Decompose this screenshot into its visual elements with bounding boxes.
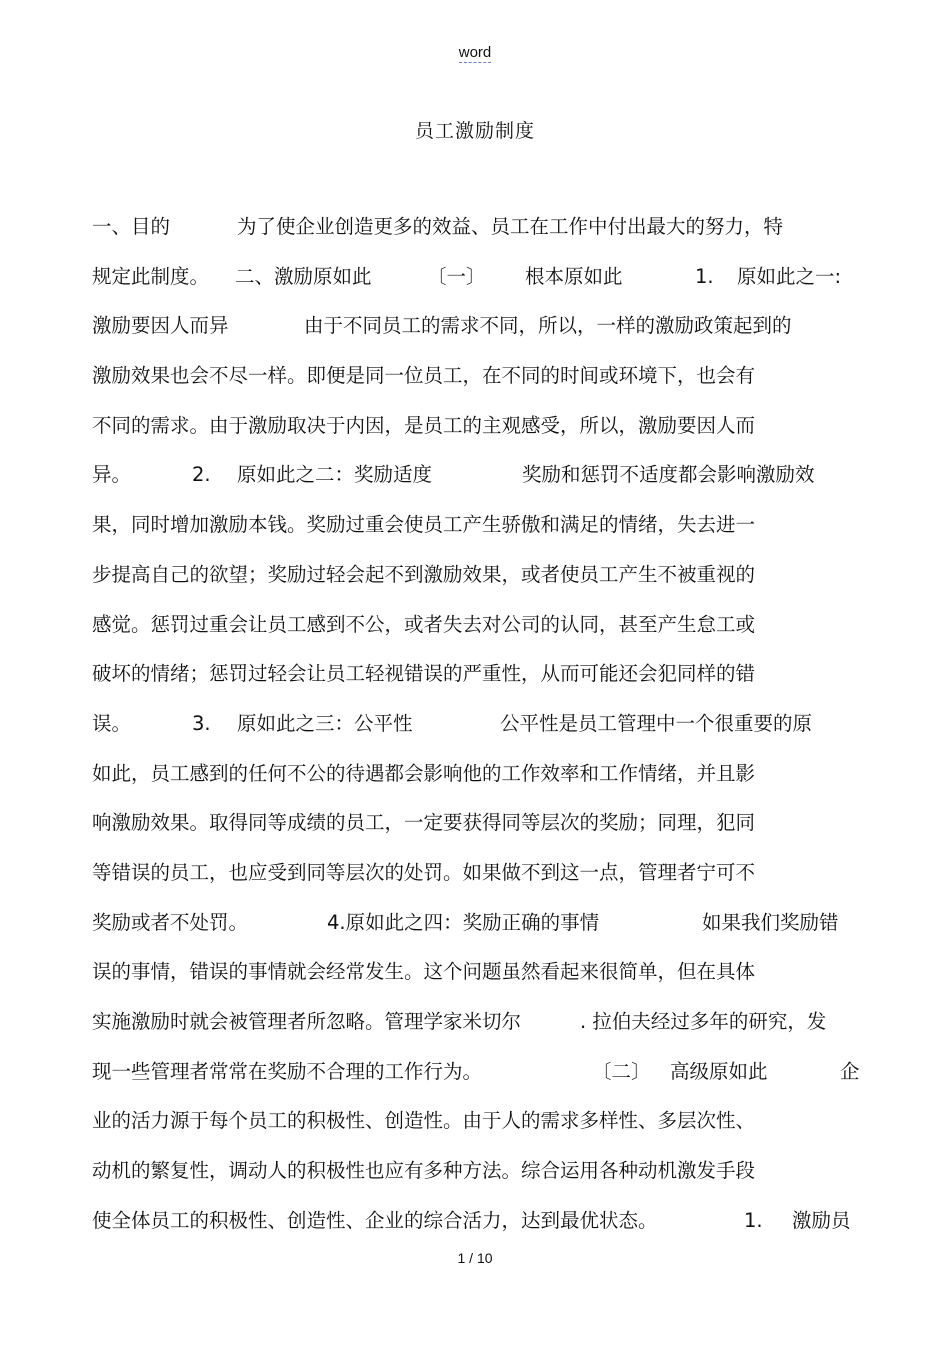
text-segment: 误。 <box>92 711 132 735</box>
text-segment: 如此，员工感到的任何不公的待遇都会影响他的工作效率和工作情绪，并且影 <box>92 761 756 785</box>
text-segment: 为了使企业创造更多的效益、员工在工作中付出最大的努力，特 <box>237 215 784 238</box>
document-title: 员工激励制度 <box>414 120 535 142</box>
text-segment: 不同的需求。由于激励取决于内因，是员工的主观感受，所以，激励要因人而 <box>92 413 756 437</box>
text-segment: 3. <box>192 711 211 735</box>
text-line <box>92 1200 872 1250</box>
text-line <box>92 1001 872 1051</box>
document-body <box>92 206 872 1249</box>
text-segment: 异。 <box>92 463 132 487</box>
header-text: word <box>458 44 492 61</box>
page-footer <box>0 1250 950 1266</box>
text-segment: 〔一〕 <box>427 264 486 288</box>
text-line <box>92 1100 872 1150</box>
text-segment: 动机的繁复性，调动人的积极性也应有多种方法。综合运用各种动机激发手段 <box>92 1159 756 1183</box>
text-segment: 企 <box>840 1059 860 1083</box>
text-segment: 奖励或者不处罚。 <box>92 910 249 934</box>
text-segment: 响激励效果。取得同等成绩的员工，一定要获得同等层次的奖励；同理，犯同 <box>92 811 756 835</box>
text-segment: 奖励和惩罚不适度都会影响激励效 <box>522 463 815 487</box>
text-line <box>92 653 872 703</box>
text-segment: 误的事情，错误的事情就会经常发生。这个问题虽然看起来很简单，但在具体 <box>92 960 756 984</box>
text-line <box>92 902 872 952</box>
text-segment: 4.原如此之四：奖励正确的事情 <box>327 910 600 934</box>
text-line <box>92 1150 872 1200</box>
text-segment: 2. <box>192 463 211 487</box>
text-line <box>92 206 872 256</box>
text-segment: 二、激励原如此 <box>235 264 372 288</box>
text-segment: 现一些管理者常常在奖励不合理的工作行为。 <box>92 1059 483 1083</box>
text-line <box>92 454 872 504</box>
text-segment: 激励效果也会不尽一样。即便是同一位员工，在不同的时间或环境下，也会有 <box>92 364 756 388</box>
text-line <box>92 604 872 654</box>
text-line <box>92 554 872 604</box>
page-number: 1 / 10 <box>457 1250 493 1266</box>
text-segment: 由于不同员工的需求不同，所以，一样的激励政策起到的 <box>304 314 792 338</box>
text-segment: 原如此之一: <box>737 264 842 288</box>
text-line <box>92 1051 872 1101</box>
text-segment: 实施激励时就会被管理者所忽略。管理学家米切尔 <box>92 1010 522 1033</box>
text-segment: 规定此制度。 <box>92 264 210 288</box>
text-segment: 原如此之二：奖励适度 <box>237 463 433 487</box>
text-line <box>92 753 872 803</box>
text-line <box>92 504 872 554</box>
text-line <box>92 405 872 455</box>
text-segment: 1. <box>695 264 714 288</box>
text-segment: 1. <box>744 1208 763 1232</box>
text-segment: 公平性是员工管理中一个很重要的原 <box>500 711 813 735</box>
text-segment: 激励员 <box>792 1208 851 1232</box>
text-segment: 根本原如此 <box>525 264 623 288</box>
text-segment: 一、目的 <box>92 215 171 238</box>
text-segment: 〔二〕 <box>592 1059 651 1083</box>
text-line <box>92 951 872 1001</box>
text-line <box>92 256 872 306</box>
text-segment: . 拉伯夫经过多年的研究，发 <box>580 1010 827 1033</box>
text-line <box>92 802 872 852</box>
text-segment: 果，同时增加激励本钱。奖励过重会使员工产生骄傲和满足的情绪，失去进一 <box>92 513 756 537</box>
text-line <box>92 852 872 902</box>
text-line <box>92 355 872 405</box>
text-segment: 高级原如此 <box>670 1059 768 1083</box>
text-segment: 等错误的员工，也应受到同等层次的处罚。如果做不到这一点，管理者宁可不 <box>92 860 756 884</box>
text-segment: 步提高自己的欲望；奖励过轻会起不到激励效果，或者使员工产生不被重视的 <box>92 562 756 586</box>
text-segment: 破坏的情绪；惩罚过轻会让员工轻视错误的严重性，从而可能还会犯同样的错 <box>92 662 756 686</box>
text-line <box>92 305 872 355</box>
text-segment: 如果我们奖励错 <box>702 910 839 934</box>
text-segment: 使全体员工的积极性、创造性、企业的综合活力，达到最优状态。 <box>92 1208 658 1232</box>
text-segment: 业的活力源于每个员工的积极性、创造性。由于人的需求多样性、多层次性、 <box>92 1109 756 1133</box>
text-segment: 激励要因人而异 <box>92 314 229 338</box>
page-header <box>0 44 950 61</box>
text-segment: 感觉。惩罚过重会让员工感到不公，或者失去对公司的认同，甚至产生怠工或 <box>92 612 756 636</box>
text-segment: 原如此之三：公平性 <box>237 711 413 735</box>
text-line <box>92 703 872 753</box>
